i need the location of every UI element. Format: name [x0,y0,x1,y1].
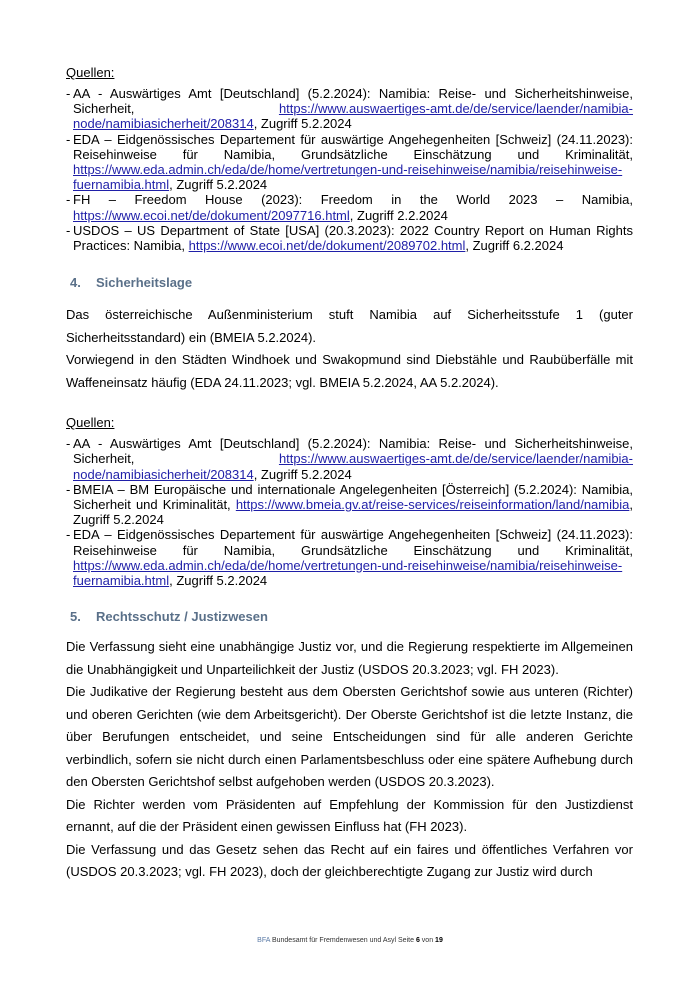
footer-text: Bundesamt für Fremdenwesen und Asyl Seite [271,937,414,944]
section-heading-4: 4. Sicherheitslage [70,275,193,291]
source-item: - FH – Freedom House (2023): Freedom in the World 2023 – Namibia, https://www.ecoi.net/de/dokument/2097716.html, Zugriff 2.2.2024 [66,192,633,222]
source-link[interactable]: https://www.eda.admin.ch/eda/de/home/vertretungen-und-reisehinweise/namibia/reisehinweise-fuernamibia.html [73,557,623,589]
footer-page-total: 19 [435,937,443,944]
sources-block-2 [66,414,633,588]
sources-label: Quellen: [66,415,115,431]
source-link[interactable]: https://www.auswaertiges-amt.de/de/service/laender/namibia-node/namibiasicherheit/208314 [73,101,633,132]
footer-of: von [421,937,434,944]
sources-list [66,86,633,253]
source-item: - EDA – Eidgenössisches Departement für auswärtige Angehegenheiten [Schweiz] (24.11.2023): Reisehinweise für Namibia, Grundsätzliche Einschätzung und Kriminalität, https://www.eda.admin.ch/eda/de/home/vertretungen-und-reisehinweise/namibia/reisehinweise-fuernamibia.html, Zugriff 5.2.2024 [66,527,633,588]
page-footer [0,936,700,945]
source-item: - AA - Auswärtiges Amt [Deutschland] (5.2.2024): Namibia: Reise- und Sicherheitshinweise, Sicherheit, https://www.auswaertiges-amt.de/de/service/laender/namibia-node/namibiasicherheit/208314, Zugriff 5.2.2024 [66,436,633,482]
paragraph: Die Judikative der Regierung besteht aus dem Obersten Gerichtshof sowie aus unteren (Richter) und oberen Gerichten (wie dem Arbeitsgericht). Der Oberste Gerichtshof ist die letzte Instanz, die über Berufungen entscheidet, und seine Entscheidungen sind für alle anderen Gerichte verbindlich, sofern sie nicht durch einen Parlamentsbeschluss oder eine spätere Aufhebung durch den Obersten Gerichtshof selbst aufgehoben werden (USDOS 20.3.2023). [66,684,633,790]
source-item: - EDA – Eidgenössisches Departement für auswärtige Angehegenheiten [Schweiz] (24.11.2023): Reisehinweise für Namibia, Grundsätzliche Einschätzung und Kriminalität, https://www.eda.admin.ch/eda/de/home/vertretungen-und-reisehinweise/namibia/reisehinweise-fuernamibia.html, Zugriff 5.2.2024 [66,132,633,193]
source-link[interactable]: https://www.ecoi.net/de/dokument/2089702.html [188,238,466,254]
source-link[interactable]: https://www.ecoi.net/de/dokument/2097716.html [73,207,350,223]
source-link[interactable]: https://www.eda.admin.ch/eda/de/home/vertretungen-und-reisehinweise/namibia/reisehinweise-fuernamibia.html [73,162,623,193]
sources-block-1 [66,64,633,253]
paragraph: Die Verfassung sieht eine unabhängige Justiz vor, und die Regierung respektierte im Allgemeinen die Unabhängigkeit und Unparteilichkeit der Justiz (USDOS 20.3.2023; vgl. FH 2023). [66,639,633,677]
footer-brand: BFA [257,937,270,944]
document-page [66,64,633,884]
paragraph: Vorwiegend in den Städten Windhoek und Swakopmund sind Diebstähle und Raubüberfälle mit Waffeneinsatz häufig (EDA 24.11.2023; vgl. BMEIA 5.2.2024, AA 5.2.2024). [66,352,633,390]
section-heading-5: 5. Rechtsschutz / Justizwesen [70,609,268,625]
source-link[interactable]: https://www.auswaertiges-amt.de/de/service/laender/namibia-node/namibiasicherheit/208314 [73,451,633,482]
source-item: - USDOS – US Department of State [USA] (20.3.2023): 2022 Country Report on Human Rights Practices: Namibia, https://www.ecoi.net/de/dokument/2089702.html, Zugriff 6.2.2024 [66,223,633,253]
paragraph: Die Verfassung und das Gesetz sehen das Recht auf ein faires und öffentliches Verfahren vor (USDOS 20.3.2023; vgl. FH 2023), doch der gleichberechtigte Zugang zur Justiz wird durch [66,841,633,880]
source-link[interactable]: https://www.bmeia.gv.at/reise-services/reiseinformation/land/namibia [235,497,630,513]
sources-label: Quellen: [66,65,115,80]
source-item: - AA - Auswärtiges Amt [Deutschland] (5.2.2024): Namibia: Reise- und Sicherheitshinweise, Sicherheit, https://www.auswaertiges-amt.de/de/service/laender/namibia-node/namibiasicherheit/208314, Zugriff 5.2.2024 [66,86,633,132]
paragraph: Das österreichische Außenministerium stuft Namibia auf Sicherheitsstufe 1 (guter Sicherheitsstandard) ein (BMEIA 5.2.2024). [66,307,633,345]
source-item: - BMEIA – BM Europäische und internationale Angelegenheiten [Österreich] (5.2.2024): Namibia, Sicherheit und Kriminalität, https://www.bmeia.gv.at/reise-services/reiseinformation/land/namibia, Zugriff 5.2.2024 [66,482,633,528]
paragraph: Die Richter werden vom Präsidenten auf Empfehlung der Kommission für den Justizdienst ernannt, auf die der Präsident einen gewissen Einfluss hat (FH 2023). [66,796,633,835]
footer-page-number: 6 [415,937,420,944]
sources-list [66,436,633,588]
